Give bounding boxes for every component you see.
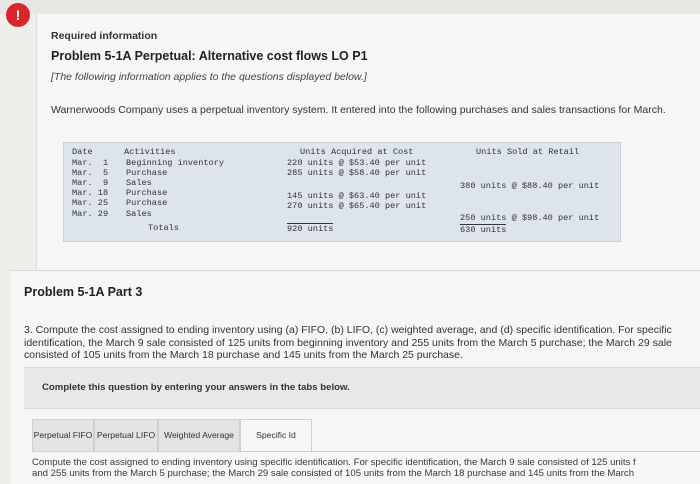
row-date: Mar. 18 (72, 188, 109, 198)
question-text: 3. Compute the cost assigned to ending inventory using (a) FIFO, (b) LIFO, (c) weighted average, and (d) specific identification. For specific identification, the March 9 sale consisted of 125 units from beginning inventory and 255 units from the March 5 purchase; the March 29 sale consisted of 105 units from the March 18 purchase and 145 units from the March 25 purchase. (24, 324, 672, 361)
totals-acquired (287, 223, 333, 234)
header-date: Date (72, 147, 93, 157)
row-activity: Sales (126, 178, 152, 188)
required-info-label: Required information (51, 30, 158, 42)
transactions-table (63, 142, 621, 242)
tabs-divider (32, 451, 700, 452)
part-title: Problem 5-1A Part 3 (24, 285, 143, 299)
required-info-panel (36, 14, 700, 270)
row-acquired: 220 units @ $53.40 per unit (287, 158, 427, 168)
row-date: Mar. 9 (72, 178, 109, 188)
row-activity: Sales (126, 209, 152, 219)
row-acquired: 270 units @ $65.40 per unit (287, 201, 427, 211)
row-activity: Purchase (126, 188, 168, 198)
row-activity: Purchase (126, 168, 168, 178)
answer-tabs (32, 419, 312, 451)
row-date: Mar. 5 (72, 168, 109, 178)
header-activities: Activities (124, 147, 176, 157)
row-date: Mar. 25 (72, 198, 109, 208)
row-date: Mar. 1 (72, 158, 109, 168)
tab-content-text (32, 457, 700, 479)
header-sold: Units Sold at Retail (476, 147, 580, 157)
row-date: Mar. 29 (72, 209, 109, 219)
totals-label: Totals (148, 223, 179, 233)
applies-note: [The following information applies to the questions displayed below.] (51, 71, 367, 83)
tab-specific-id[interactable]: Specific Id (240, 419, 312, 451)
row-acquired: 285 units @ $58.40 per unit (287, 168, 427, 178)
row-activity: Beginning inventory (126, 158, 224, 168)
tab-perpetual-lifo[interactable]: Perpetual LIFO (94, 419, 158, 451)
tab-text-line-1: Compute the cost assigned to ending inventory using specific identification. For specific identification, the March 9 sale consisted of 125 units f (32, 457, 636, 468)
row-activity: Purchase (126, 198, 168, 208)
intro-text: Warnerwoods Company uses a perpetual inventory system. It entered into the following purchases and sales transactions for March. (51, 104, 666, 116)
part3-panel (10, 270, 700, 484)
row-sold: 250 units @ $98.40 per unit (460, 213, 600, 223)
header-acquired: Units Acquired at Cost (300, 147, 414, 157)
row-sold: 380 units @ $88.40 per unit (460, 181, 600, 191)
problem-title: Problem 5-1A Perpetual: Alternative cost flows LO P1 (51, 49, 368, 63)
instruction-box (24, 367, 700, 409)
totals-sold (460, 224, 506, 235)
alert-glyph: ! (15, 7, 21, 23)
top-strip (0, 0, 700, 14)
instruction-text: Complete this question by entering your answers in the tabs below. (42, 382, 350, 393)
totals-sold-value: 630 units (460, 225, 507, 235)
row-acquired: 145 units @ $63.40 per unit (287, 191, 427, 201)
totals-acquired-value: 920 units (287, 224, 334, 234)
tab-text-line-2: and 255 units from the March 5 purchase; the March 29 sale consisted of 105 units from the March 18 purchase and 145 units from the March (32, 468, 635, 479)
tab-weighted-average[interactable]: Weighted Average (158, 419, 240, 451)
tab-perpetual-fifo[interactable]: Perpetual FIFO (32, 419, 94, 451)
alert-icon[interactable] (6, 3, 30, 27)
